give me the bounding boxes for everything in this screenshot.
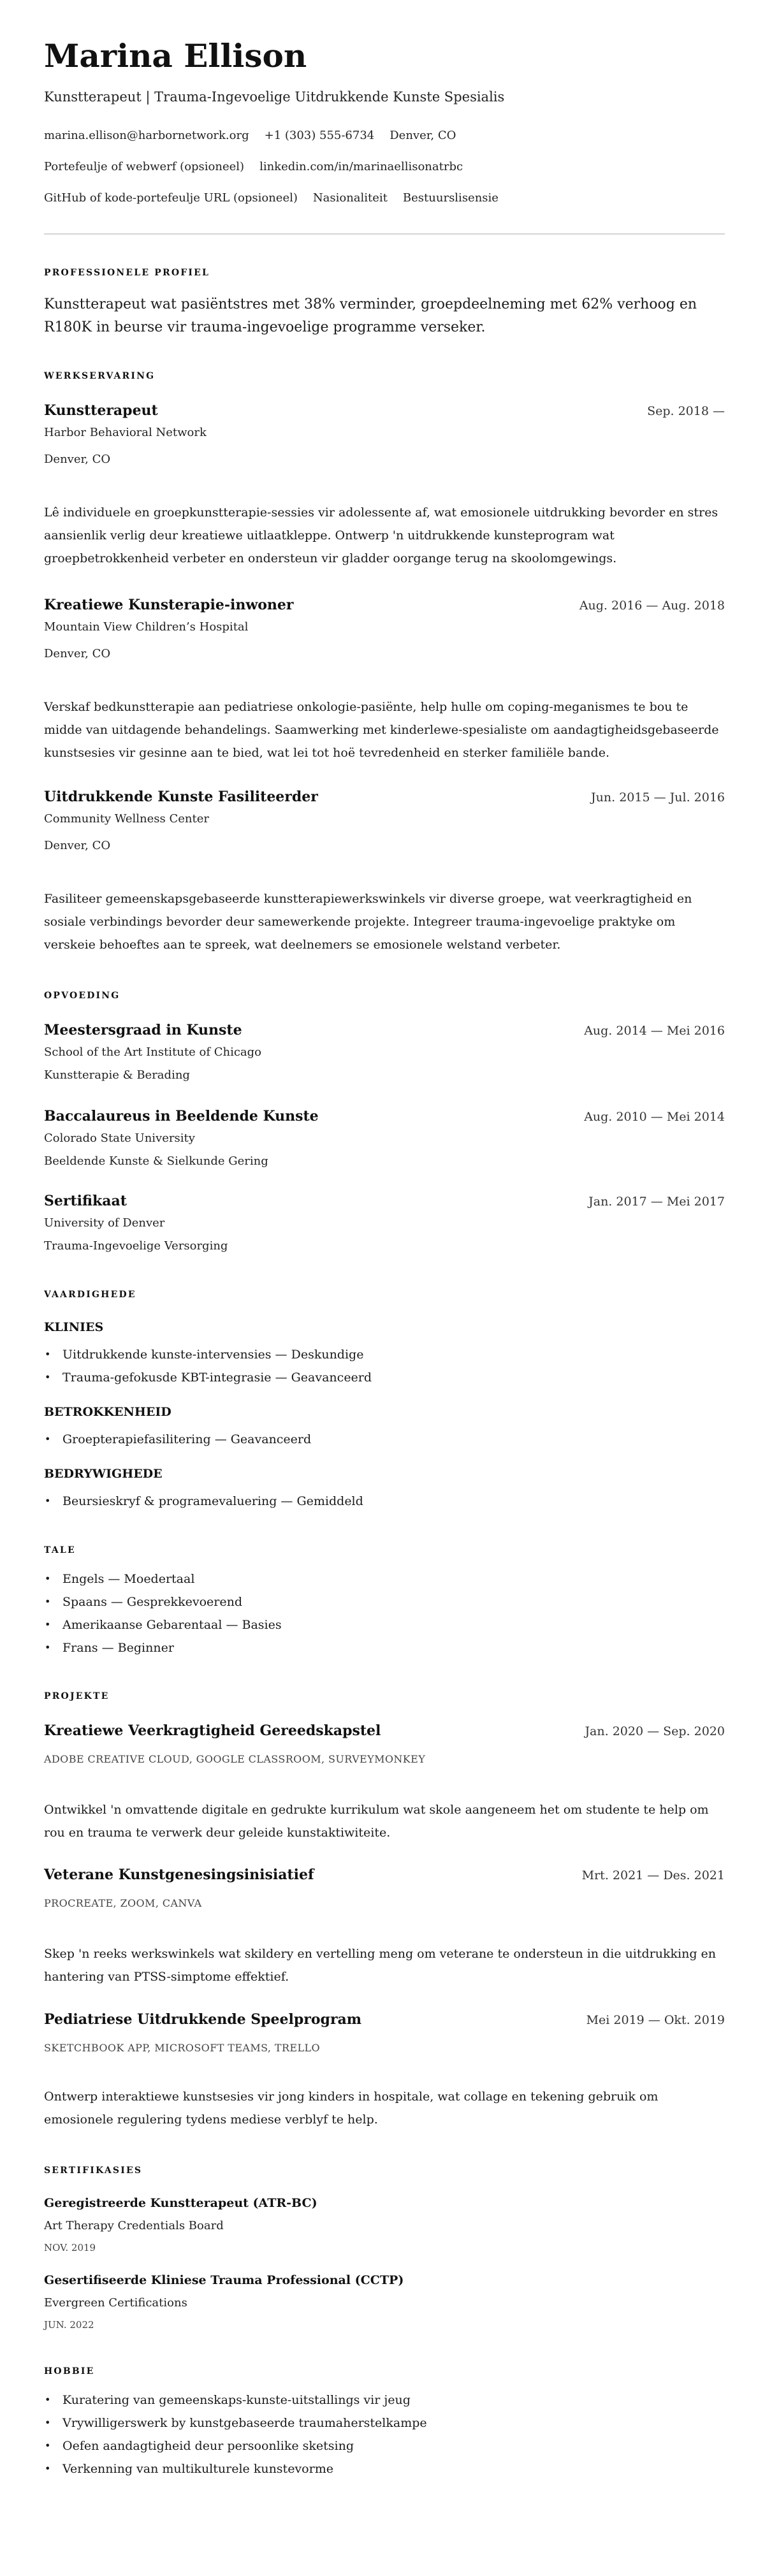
skill-list xyxy=(44,1343,725,1389)
certification-date: NOV. 2019 xyxy=(44,2242,96,2253)
job-company: Harbor Behavioral Network xyxy=(44,426,207,439)
skill-item: • Trauma-gefokusde KBT-integrasie — Geavanceerd xyxy=(44,1366,725,1389)
degree-title: Baccalaureus in Beeldende Kunste xyxy=(44,1108,319,1124)
section-heading: HOBBIE xyxy=(44,2366,95,2376)
job-entry xyxy=(44,595,725,764)
project-description: Ontwerp interaktiewe kunstsesies vir jong kinders in hospitale, wat collage en tekening gebruik om emosionele regulering tydens mediese verblyf te help. xyxy=(44,2090,659,2127)
education-dates: Aug. 2014 — Mei 2016 xyxy=(584,1024,725,1038)
resume-header xyxy=(44,37,725,208)
certification-date: JUN. 2022 xyxy=(44,2319,94,2331)
certification-entry xyxy=(44,2194,725,2255)
skill-list xyxy=(44,1428,725,1451)
contact-row xyxy=(44,189,725,208)
job-location: Denver, CO xyxy=(44,839,111,852)
degree-title: Sertifikaat xyxy=(44,1193,127,1209)
candidate-headline: Kunstterapeut | Trauma-Ingevoelige Uitdrukkende Kunste Spesialis xyxy=(44,89,505,105)
project-dates: Mei 2019 — Okt. 2019 xyxy=(586,2013,725,2027)
education-entry xyxy=(44,1021,725,1085)
language-item: • Spaans — Gesprekkevoerend xyxy=(44,1590,725,1613)
hobby-item: • Vrywilligerswerk by kunstgebaseerde traumaherstelkampe xyxy=(44,2412,725,2434)
contact-linkedin[interactable]: linkedin.com/in/marinaellisonatrbc xyxy=(259,160,463,173)
job-location: Denver, CO xyxy=(44,453,111,466)
degree-title: Meestersgraad in Kunste xyxy=(44,1022,242,1038)
school-name: University of Denver xyxy=(44,1216,165,1230)
skill-group-heading: BEDRYWIGHEDE xyxy=(44,1467,163,1481)
job-description: Verskaf bedkunstterapie aan pediatriese onkologie-pasiënte, help hulle om coping-meganismes te bou te midde van uitdagende behandelings. Saamwerking met kinderlewe-spesialiste om aandagtigheidsgebaseerde kunstsesies vir gesinne aan te bied, wat lei tot hoë tevredenheid en sterker familiële bande. xyxy=(44,700,719,760)
job-location: Denver, CO xyxy=(44,647,111,660)
education-dates: Jan. 2017 — Mei 2017 xyxy=(588,1195,725,1209)
project-entry xyxy=(44,1865,725,1988)
section-heading: TALE xyxy=(44,1545,76,1555)
section-heading: WERKSERVARING xyxy=(44,371,156,381)
certification-title: Gesertifiseerde Kliniese Trauma Professional (CCTP) xyxy=(44,2273,404,2287)
job-entry xyxy=(44,401,725,570)
project-tech-stack: PROCREATE, ZOOM, CANVA xyxy=(44,1897,202,1909)
certification-issuer: Evergreen Certifications xyxy=(44,2296,187,2310)
contact-row xyxy=(44,126,725,145)
experience-section xyxy=(44,370,725,956)
project-title: Veterane Kunstgenesingsinisiatief xyxy=(44,1867,314,1883)
contact-location: Denver, CO xyxy=(390,129,456,142)
project-dates: Mrt. 2021 — Des. 2021 xyxy=(581,1868,725,1882)
field-of-study: Trauma-Ingevoelige Versorging xyxy=(44,1239,228,1253)
hobbies-section xyxy=(44,2365,725,2480)
field-of-study: Kunstterapie & Berading xyxy=(44,1068,190,1082)
language-item: • Frans — Beginner xyxy=(44,1636,725,1659)
section-heading: OPVOEDING xyxy=(44,991,120,1001)
project-tech-stack: SKETCHBOOK APP, MICROSOFT TEAMS, TRELLO xyxy=(44,2042,321,2054)
skill-group-heading: BETROKKENHEID xyxy=(44,1405,171,1419)
skill-list xyxy=(44,1490,725,1513)
job-entry xyxy=(44,787,725,956)
project-entry xyxy=(44,2010,725,2131)
job-title: Kreatiewe Kunsterapie-inwoner xyxy=(44,597,294,613)
education-dates: Aug. 2010 — Mei 2014 xyxy=(584,1110,725,1124)
school-name: School of the Art Institute of Chicago xyxy=(44,1045,262,1059)
projects-section xyxy=(44,1690,725,2131)
project-description: Ontwikkel 'n omvattende digitale en gedrukte kurrikulum wat skole aangeneem het om studente te help om rou en trauma te verwerk deur geleide kunstaktiwiteite. xyxy=(44,1803,709,1840)
job-dates: Aug. 2016 — Aug. 2018 xyxy=(579,599,725,613)
contact-github[interactable]: GitHub of kode-portefeulje URL (opsioneel) xyxy=(44,191,298,205)
skill-group-heading: KLINIES xyxy=(44,1320,104,1334)
hobby-item: • Oefen aandagtigheid deur persoonlike sketsing xyxy=(44,2434,725,2457)
project-dates: Jan. 2020 — Sep. 2020 xyxy=(585,1724,725,1738)
profile-summary: Kunstterapeut wat pasiëntstres met 38% verminder, groepdeelneming met 62% verhoog en R180K in beurse vir trauma-ingevoelige programme verseker. xyxy=(44,296,697,335)
project-title: Kreatiewe Veerkragtigheid Gereedskapstel xyxy=(44,1722,381,1739)
candidate-name: Marina Ellison xyxy=(44,37,307,75)
contact-row xyxy=(44,157,725,177)
section-heading: PROFESSIONELE PROFIEL xyxy=(44,268,210,278)
hobby-list xyxy=(44,2389,725,2480)
education-entry xyxy=(44,1191,725,1256)
job-description: Lê individuele en groepkunstterapie-sessies vir adolessente af, wat emosionele uitdrukking bevorder en stres aansienlik verlig deur kreatiewe uitlaatkleppe. Ontwerp 'n uitdrukkende kunsteprogram wat groepbetrokkenheid verbeter en ondersteun vir gladder oorgange terug na skoolomgewings. xyxy=(44,506,718,565)
project-title: Pediatriese Uitdrukkende Speelprogram xyxy=(44,2011,362,2028)
language-list xyxy=(44,1568,725,1659)
hobby-item: • Kuratering van gemeenskaps-kunste-uitstallings vir jeug xyxy=(44,2389,725,2412)
contact-portfolio[interactable]: Portefeulje of webwerf (opsioneel) xyxy=(44,160,245,173)
job-company: Community Wellness Center xyxy=(44,812,209,826)
project-description: Skep 'n reeks werkswinkels wat skildery en vertelling meng om veterane te ondersteun in die uitdrukking en hantering van PTSS-simptome effektief. xyxy=(44,1947,717,1984)
school-name: Colorado State University xyxy=(44,1132,195,1145)
certification-title: Geregistreerde Kunstterapeut (ATR-BC) xyxy=(44,2196,317,2210)
project-entry xyxy=(44,1721,725,1844)
contact-nationality: Nasionaliteit xyxy=(312,191,388,205)
contact-drivers-license: Bestuurslisensie xyxy=(402,191,499,205)
hobby-item: • Verkenning van multikulturele kunstevorme xyxy=(44,2457,725,2480)
certifications-section xyxy=(44,2164,725,2332)
section-heading: PROJEKTE xyxy=(44,1691,110,1701)
profile-section xyxy=(44,266,725,339)
languages-section xyxy=(44,1544,725,1659)
job-dates: Jun. 2015 — Jul. 2016 xyxy=(591,790,725,804)
skills-section xyxy=(44,1288,725,1513)
skill-item: • Uitdrukkende kunste-intervensies — Deskundige xyxy=(44,1343,725,1366)
field-of-study: Beeldende Kunste & Sielkunde Gering xyxy=(44,1154,268,1168)
job-title: Uitdrukkende Kunste Fasiliteerder xyxy=(44,789,318,805)
education-entry xyxy=(44,1107,725,1171)
language-item: • Engels — Moedertaal xyxy=(44,1568,725,1590)
certification-entry xyxy=(44,2271,725,2332)
job-title: Kunstterapeut xyxy=(44,402,158,419)
contact-phone[interactable]: +1 (303) 555-6734 xyxy=(264,129,375,142)
skill-item: • Beursieskryf & programevaluering — Gemiddeld xyxy=(44,1490,725,1513)
language-item: • Amerikaanse Gebarentaal — Basies xyxy=(44,1613,725,1636)
project-tech-stack: ADOBE CREATIVE CLOUD, GOOGLE CLASSROOM, SURVEYMONKEY xyxy=(44,1753,426,1765)
section-heading: VAARDIGHEDE xyxy=(44,1290,136,1300)
contact-email[interactable]: marina.ellison@harbornetwork.org xyxy=(44,129,249,142)
certification-issuer: Art Therapy Credentials Board xyxy=(44,2219,224,2232)
job-description: Fasiliteer gemeenskapsgebaseerde kunstterapiewerkswinkels vir diverse groepe, wat veerkragtigheid en sosiale verbindings bevorder deur samewerkende projekte. Integreer trauma-ingevoelige praktyke om verskeie behoeftes aan te spreek, wat deelnemers se emosionele welstand verbeter. xyxy=(44,892,692,952)
skill-item: • Groepterapiefasilitering — Geavanceerd xyxy=(44,1428,725,1451)
education-section xyxy=(44,989,725,1256)
section-heading: SERTIFIKASIES xyxy=(44,2165,143,2176)
job-dates: Sep. 2018 — xyxy=(647,404,725,418)
job-company: Mountain View Children’s Hospital xyxy=(44,620,249,634)
header-divider xyxy=(44,233,725,235)
